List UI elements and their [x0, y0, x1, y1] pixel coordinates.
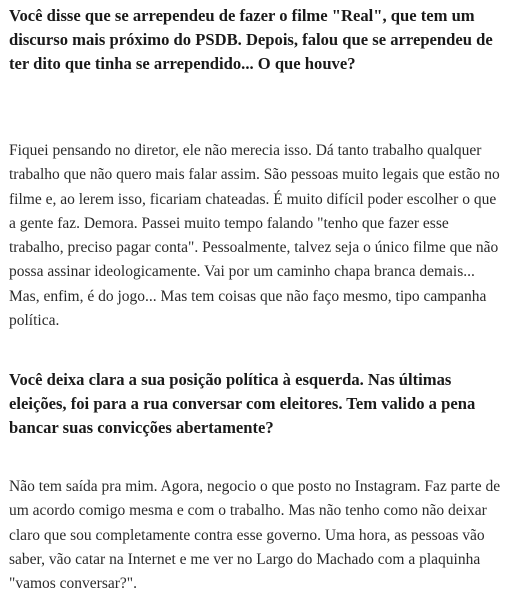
interview-answer: Não tem saída pra mim. Agora, negocio o que posto no Instagram. Faz parte de um acordo comigo mesma e com o trabalho. Mas não tenho como não deixar claro que sou completamente contra esse governo. Uma hora, as pessoas vão saber, vão catar na Internet e me ver no Largo do Machado com a plaquinha "vamos conversar?".: [9, 478, 501, 593]
interview-answer: Fiquei pensando no diretor, ele não merecia isso. Dá tanto trabalho qualquer trabalho que não quero mais falar assim. São pessoas muito legais que estão no filme e, ao lerem isso, ficariam chateadas. É muito difícil poder escolher o que a gente faz. Demora. Passei muito tempo falando "tenho que fazer esse trabalho, preciso pagar conta". Pessoalmente, talvez seja o único filme que não possa assinar ideologicamente. Vai por um caminho chapa branca demais... Mas, enfim, é do jogo... Mas tem coisas que não faço mesmo, tipo campanha política.: [9, 142, 500, 330]
interview-question: Você deixa clara a sua posição política à esquerda. Nas últimas eleições, foi para a rua conversar com eleitores. Tem valido a pena bancar suas convicções abertamente?: [9, 370, 476, 437]
interview-question: Você disse que se arrependeu de fazer o filme "Real", que tem um discurso mais próximo do PSDB. Depois, falou que se arrependeu de ter dito que tinha se arrependido... O que houve?: [9, 6, 493, 73]
